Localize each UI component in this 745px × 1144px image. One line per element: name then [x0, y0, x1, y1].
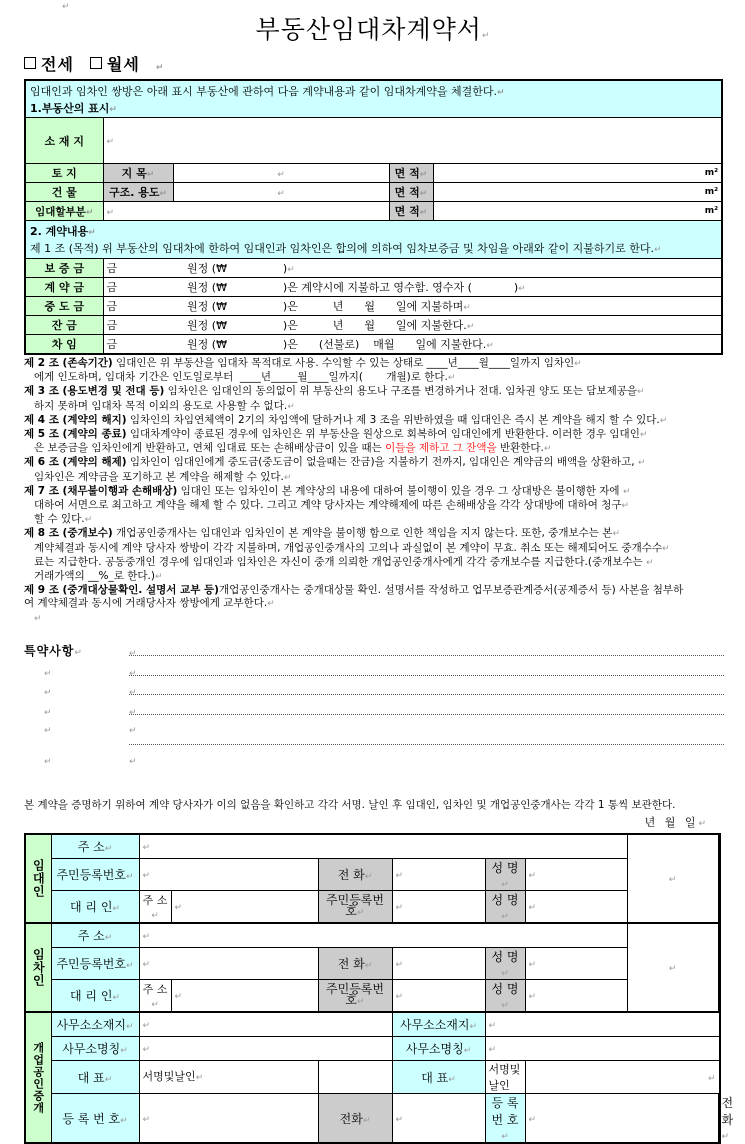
- broker-right-phone-label: 전화 ↵: [718, 1094, 719, 1144]
- lessee-id-pilcrow: [143, 960, 151, 970]
- lessee-agent-id-pilcrow: [396, 992, 404, 1002]
- broker-left-reg-value[interactable]: [139, 1094, 318, 1144]
- a2-p2: [448, 373, 456, 383]
- lessee-agent-row: [25, 980, 720, 1013]
- lessor-phone-lbl-pilcrow: [365, 872, 373, 882]
- a6-p1: [638, 458, 646, 468]
- lessee-agent-name-value[interactable]: [525, 980, 627, 1013]
- rent-part-value-pilcrow: [107, 208, 115, 218]
- sp4-mark-left: [44, 726, 52, 736]
- broker-right-office-name-value[interactable]: [485, 1037, 719, 1061]
- special-terms-dotted-line: [129, 694, 724, 695]
- sp5-mark-left: [44, 757, 52, 767]
- b-l-rep-lbl-pilcrow: [105, 1075, 113, 1085]
- section2-intro-pilcrow: [654, 245, 662, 255]
- lessee-vertical-label: 임차인: [25, 923, 51, 1012]
- b-l-reg-pilcrow: [143, 1115, 151, 1125]
- lessee-phone-label: 전 화 ↵: [318, 948, 392, 980]
- lessee-name-value[interactable]: [525, 948, 627, 980]
- rent-part-pilcrow: [86, 208, 94, 218]
- balance-label: 잔 금: [25, 316, 103, 335]
- lessor-name-value[interactable]: [525, 859, 627, 891]
- downpayment-label: 계 약 금: [25, 278, 103, 297]
- a9-p2: [267, 599, 275, 609]
- lessee-name-label: 성 명 ↵: [485, 948, 525, 980]
- a7-p1: [623, 487, 631, 497]
- rent-value[interactable]: [103, 335, 722, 355]
- lessor-agent-name-value[interactable]: [525, 891, 627, 924]
- rent-part-label: 임대할부분 ↵: [25, 202, 103, 221]
- broker-right-phone-value[interactable]: [719, 1094, 720, 1144]
- rent-pilcrow: [486, 341, 494, 351]
- rent-part-area-unit: m²: [704, 206, 719, 216]
- article-8-line-3: 료는 지급한다. 공동중개인 경우에 임대인과 임차인은 자신이 중개 의뢰한 개업공인중개사에게 각각 중개보수를 지급한다.(중개보수는: [34, 555, 647, 568]
- article-5-line-1: 임대차계약이 종료된 경우에 임차인은 위 부동산을 원상으로 회복하여 임대인에게 반환한다. 이러한 경우 임대인: [126, 428, 640, 441]
- location-pilcrow: [107, 137, 115, 147]
- downpayment-pilcrow: [518, 284, 526, 294]
- lessee-agent-addr-lbl-pilcrow: [151, 1000, 159, 1010]
- lessee-addr-lbl-pilcrow: [105, 933, 113, 943]
- payment-row-balance: [25, 316, 722, 335]
- lessee-id-row: [25, 948, 720, 980]
- payment-row-downpayment: [25, 278, 722, 297]
- lessor-id-label: 주민등록번호 ↵: [51, 859, 139, 891]
- lessee-phone-value[interactable]: [392, 948, 485, 980]
- b-l-name-lbl-pilcrow: [120, 1046, 128, 1056]
- building-sub-pilcrow: [159, 189, 167, 199]
- land-value-pilcrow: [277, 170, 285, 180]
- a3-p2: [287, 402, 295, 412]
- lessee-agent-id-value[interactable]: [392, 980, 485, 1013]
- lessee-agent-name-pilcrow: [529, 992, 537, 1002]
- property-table: [24, 79, 723, 355]
- broker-left-office-location-value[interactable]: [139, 1012, 392, 1037]
- article-6-line-2: 임차인은 계약금을 포기하고 본 계약을 해제할 수 있다.: [34, 470, 284, 483]
- closing-text: 본 계약을 증명하기 위하여 계약 당사자가 이의 없음을 확인하고 각각 서명. 날인 후 임대인, 임차인 및 개업공인중개사는 각각 1 통씩 보관한다.: [24, 799, 676, 812]
- b-r-rep-pilcrow: [708, 1074, 716, 1084]
- article-8-line-4: 거래가액의 __%_로 한다.): [34, 570, 155, 583]
- article-7-cont-2: [24, 513, 724, 527]
- broker-right-reg-label: 등 록 번 호 ↵: [485, 1094, 525, 1144]
- payment-row-rent: [25, 335, 722, 355]
- broker-registration-row: [25, 1094, 720, 1144]
- lessor-id-value[interactable]: [139, 859, 318, 891]
- broker-vertical-label: 개업공인중개: [25, 1012, 51, 1143]
- lessor-agent-id-label: 주민등록번호 ↵: [318, 891, 392, 924]
- building-area-pilcrow: [420, 189, 428, 199]
- building-value-pilcrow: [277, 189, 285, 199]
- broker-left-rep-value[interactable]: [318, 1061, 392, 1094]
- checkbox-row-pilcrow: [156, 63, 165, 73]
- interim-text: 금 원정 (₩ )은 년 월 일에 지불하며: [106, 300, 464, 313]
- interim-pilcrow: [463, 303, 471, 313]
- land-sub-value[interactable]: [173, 164, 389, 183]
- date-pilcrow: [698, 819, 709, 829]
- lessor-name-lbl-pilcrow: [501, 880, 509, 890]
- b-r-ph-lbl-pilcrow: [722, 1132, 730, 1142]
- rent-part-row: [25, 202, 722, 221]
- section2-title: 2. 계약내용: [30, 225, 89, 238]
- articles-trailing-mark: [24, 612, 724, 626]
- lessee-address-label: 주 소 ↵: [51, 923, 139, 948]
- special-terms-dotted-line: [129, 675, 724, 676]
- payment-row-interim: [25, 297, 722, 316]
- lessor-agent-name-label: 성 명 ↵: [485, 891, 525, 924]
- article-4: [24, 414, 724, 428]
- date-line-text: 년 월 일: [644, 816, 699, 830]
- checkbox-wolse-label: 월세: [106, 55, 140, 74]
- sp3-mark-right: [129, 708, 137, 718]
- lessor-id-row: [25, 859, 720, 891]
- land-sub-label: 지 목 ↵: [103, 164, 173, 183]
- article-6-cont: [24, 471, 724, 485]
- article-3: [24, 385, 724, 399]
- location-value[interactable]: [103, 118, 722, 164]
- b-l-reg-lbl-pilcrow: [120, 1116, 128, 1126]
- b-r-reg-pilcrow: [529, 1115, 537, 1125]
- b-l-sign-pilcrow: [196, 1073, 204, 1083]
- lessor-name-pilcrow: [529, 871, 537, 881]
- checkbox-square-icon: [24, 57, 36, 69]
- lessor-agent-addr-pilcrow: [175, 903, 183, 913]
- broker-right-signature-label: 서명및날인: [485, 1061, 525, 1094]
- b-r-name-pilcrow: [489, 1045, 497, 1055]
- a8-p3: [646, 558, 654, 568]
- special-terms-line-1[interactable]: [24, 659, 724, 679]
- article-8-cont-1: [24, 542, 724, 556]
- article-2-head: 제 2 조 (존속기간): [24, 357, 113, 369]
- deposit-text: 금 원정 (₩ ): [106, 262, 288, 275]
- lessee-id-lbl-pilcrow: [126, 961, 134, 971]
- b-r-rep-lbl-pilcrow: [448, 1075, 456, 1085]
- sp-row0-pilcrow: [129, 649, 137, 659]
- land-area-value[interactable]: [433, 164, 722, 183]
- building-sub-value[interactable]: [173, 183, 389, 202]
- broker-office-location-row: [25, 1012, 720, 1037]
- balance-value[interactable]: [103, 316, 722, 335]
- building-label: 건 물: [25, 183, 103, 202]
- lessor-addr-lbl-pilcrow: [105, 844, 113, 854]
- lessee-id-value[interactable]: [139, 948, 318, 980]
- sp-title-pilcrow: [74, 648, 82, 658]
- deposit-label: 보 증 금: [25, 259, 103, 278]
- lessor-agent-name-lbl-pilcrow: [501, 912, 509, 922]
- lessor-stamp-cell[interactable]: [627, 834, 718, 923]
- a8-p4: [155, 572, 163, 582]
- special-terms-dotted-line: [129, 714, 724, 715]
- a7-p3: [85, 515, 93, 525]
- article-7-head: 제 7 조 (채무불이행과 손해배상): [24, 484, 178, 497]
- b-l-ph-lbl-pilcrow: [363, 1116, 371, 1126]
- b-r-name-lbl-pilcrow: [464, 1046, 472, 1056]
- broker-left-phone-label: 전화 ↵: [318, 1094, 392, 1144]
- lessee-stamp-pilcrow: [669, 964, 677, 974]
- interim-label: 중 도 금: [25, 297, 103, 316]
- intro-text: 임대인과 임차인 쌍방은 아래 표시 부동산에 관하여 다음 계약내용과 같이 임대차계약을 체결한다.: [30, 85, 497, 98]
- contract-type-checkboxes: [24, 52, 745, 75]
- deposit-pilcrow: [287, 265, 295, 275]
- article-6-line-1: 임차인이 임대인에게 중도금(중도금이 없을때는 잔금)을 지불하기 전까지, 임대인은 계약금의 배액을 상환하고,: [126, 456, 638, 469]
- broker-right-rep-label: 대 표 ↵: [392, 1061, 485, 1094]
- article-7-cont-1: [24, 499, 724, 513]
- rent-part-value[interactable]: [103, 202, 389, 221]
- lessor-agent-lbl-pilcrow: [112, 904, 120, 914]
- lessee-name-pilcrow: [529, 960, 537, 970]
- a4-p1: [660, 416, 668, 426]
- a8-p2: [662, 544, 670, 554]
- page-title: 부동산임대차계약서: [255, 15, 482, 44]
- lessee-phone-pilcrow: [396, 960, 404, 970]
- lessor-stamp-pilcrow: [669, 875, 677, 885]
- sp2-mark-left: [44, 688, 52, 698]
- sp5-mark-right: [129, 757, 137, 767]
- checkbox-wolse[interactable]: [90, 52, 140, 75]
- a6-p2: [284, 473, 292, 483]
- special-terms-section: [24, 640, 724, 768]
- section1-pilcrow: [109, 105, 117, 115]
- balance-pilcrow: [467, 322, 475, 332]
- article-5-line-2: 은 보증금을 임차인에게 반환하고, 연체 임대료 또는 손해배상금이 있을 때는: [34, 442, 386, 455]
- article-4-line-1: 임차인의 차임연체액이 2기의 차임액에 달하거나 제 3 조을 위반하였을 때 임대인은 즉시 본 계약을 해지 할 수 있다.: [126, 413, 660, 426]
- broker-left-phone-value[interactable]: [392, 1094, 485, 1144]
- section2-pilcrow: [88, 228, 96, 238]
- special-terms-title-row: [24, 640, 724, 660]
- lessee-address-value[interactable]: [139, 923, 627, 948]
- checkbox-jeonse[interactable]: [24, 52, 74, 75]
- article-9-cont: [24, 597, 724, 611]
- article-2-line-2: 에게 인도하며, 임대차 기간은 인도일로부터 ____년_____월____일까지( 개월)로 한다.: [34, 371, 448, 384]
- section1-title: 1.부동산의 표시: [30, 102, 110, 115]
- balance-text: 금 원정 (₩ )은 년 월 일에 지불한다.: [106, 319, 467, 332]
- lessee-agent-address-label: 주 소 ↵: [139, 980, 171, 1013]
- section2-intro: 제 1 조 (목적) 위 부동산의 임대차에 한하여 임대인과 임차인은 합의에 의하여 임차보증금 및 차임을 아래와 같이 지불하기로 한다.: [30, 242, 654, 255]
- lessee-name-lbl-pilcrow: [501, 969, 509, 979]
- special-terms-title: 특약사항: [24, 643, 75, 658]
- rent-part-area-value[interactable]: [433, 202, 722, 221]
- sp1-mark-right: [129, 669, 137, 679]
- downpayment-text: 금 원정 (₩ )은 계약시에 지불하고 영수함. 영수자 ( ): [106, 281, 519, 294]
- date-line[interactable]: [0, 814, 709, 830]
- article-9-head: 제 9 조 (중개대상물확인. 설명서 교부 등): [24, 584, 219, 597]
- lessee-agent-name-lbl-pilcrow: [501, 1001, 509, 1011]
- payment-row-deposit: [25, 259, 722, 278]
- article-8-cont-2: [24, 556, 724, 570]
- b-l-name-pilcrow: [143, 1045, 151, 1055]
- land-label: 토 지: [25, 164, 103, 183]
- special-terms-line-4[interactable]: [24, 718, 724, 748]
- article-2-line-1: 임대인은 위 부동산을 임대차 목적대로 사용. 수익할 수 있는 상태로 ____년____월____일까지 임차인: [112, 357, 575, 369]
- a5-p1: [640, 430, 648, 440]
- lessor-agent-id-pilcrow: [396, 903, 404, 913]
- interim-value[interactable]: [103, 297, 722, 316]
- lessee-agent-label: 대 리 인 ↵: [51, 980, 139, 1013]
- land-area-pilcrow: [420, 170, 428, 180]
- intro-pilcrow: [497, 88, 505, 98]
- b-l-ph-pilcrow: [396, 1115, 404, 1125]
- lessee-agent-address-value[interactable]: [171, 980, 318, 1013]
- article-4-head: 제 4 조 (계약의 해지): [24, 413, 127, 426]
- lessee-agent-id-lbl-pilcrow: [357, 997, 365, 1007]
- building-sub-label: 구조. 용도 ↵: [103, 183, 173, 202]
- sp3-mark-left: [44, 708, 52, 718]
- b-r-loc-pilcrow: [489, 1021, 497, 1031]
- article-2-cont: [24, 371, 724, 385]
- article-7: [24, 485, 724, 499]
- a9-trailing-pilcrow: [34, 614, 42, 624]
- article-3-line-1: 임차인은 임대인의 동의없이 위 부동산의 용도나 구조를 변경하거나 전대. 임차권 양도 또는 담보제공을: [164, 385, 638, 398]
- land-area-unit: m²: [704, 168, 719, 178]
- broker-left-office-name-value[interactable]: [139, 1037, 392, 1061]
- lessor-agent-id-lbl-pilcrow: [357, 908, 365, 918]
- lessor-agent-addr-lbl-pilcrow: [151, 911, 159, 921]
- location-row: [25, 118, 722, 164]
- lessor-agent-id-value[interactable]: [392, 891, 485, 924]
- lessor-address-label: 주 소 ↵: [51, 834, 139, 859]
- lessor-address-value[interactable]: [139, 834, 627, 859]
- land-area-label: 면 적 ↵: [389, 164, 433, 183]
- lessee-agent-lbl-pilcrow: [112, 993, 120, 1003]
- lessor-agent-address-label: 주 소 ↵: [139, 891, 171, 924]
- broker-right-office-name-label: 사무소명칭 ↵: [392, 1037, 485, 1061]
- article-8-line-2: 계약체결과 동시에 계약 당사자 쌍방이 각각 지불하며, 개업공인중개사의 고의나 과실없이 본 계약이 무효. 취소 또는 해제되어도 중개수수: [34, 541, 663, 554]
- lessor-agent-row: [25, 891, 720, 924]
- lessor-id-lbl-pilcrow: [126, 872, 134, 882]
- article-8-cont-3: [24, 570, 724, 584]
- lessee-address-row: [25, 923, 720, 948]
- article-5-red-text: 이들을 제하고 그 잔액을: [385, 442, 497, 455]
- title-area: [0, 0, 745, 46]
- b-r-reg-lbl-pilcrow: [501, 1132, 509, 1142]
- lessor-phone-label: 전 화 ↵: [318, 859, 392, 891]
- article-2: [24, 357, 724, 371]
- broker-left-office-name-label: 사무소명칭 ↵: [51, 1037, 139, 1061]
- title-pilcrow: [482, 31, 490, 41]
- lessee-agent-name-label: 성 명 ↵: [485, 980, 525, 1013]
- article-6: [24, 456, 724, 470]
- broker-right-reg-value[interactable]: [525, 1094, 718, 1144]
- building-area-value[interactable]: [433, 183, 722, 202]
- location-label: 소 재 지: [25, 118, 103, 164]
- building-area-label: 면 적 ↵: [389, 183, 433, 202]
- lessor-agent-label: 대 리 인 ↵: [51, 891, 139, 924]
- lessor-agent-name-pilcrow: [529, 903, 537, 913]
- article-5-tail: 반환한다.: [496, 442, 544, 455]
- deposit-value[interactable]: [103, 259, 722, 278]
- lessor-phone-value[interactable]: [392, 859, 485, 891]
- a7-p2: [622, 501, 630, 511]
- a3-p1: [637, 387, 645, 397]
- article-7-line-1: 임대인 또는 임차인이 본 계약상의 내용에 대하여 불이행이 있을 경우 그 상대방은 불이행한 자에: [177, 484, 623, 497]
- article-6-head: 제 6 조 (계약의 해제): [24, 456, 127, 469]
- b-l-loc-pilcrow: [143, 1021, 151, 1031]
- top-pilcrow: [62, 2, 70, 12]
- rent-text: 금 원정 (₩ )은 (선불로) 매월 일에 지불한다.: [106, 338, 487, 351]
- section2-header-row: [25, 221, 722, 259]
- a2-p1: [574, 359, 582, 369]
- b-r-loc-lbl-pilcrow: [470, 1022, 478, 1032]
- lessee-agent-id-label: 주민등록번호 ↵: [318, 980, 392, 1013]
- article-9: [24, 584, 724, 597]
- checkbox-jeonse-label: 전세: [41, 55, 74, 74]
- article-3-cont: [24, 400, 724, 414]
- broker-left-office-location-label: 사무소소재지 ↵: [51, 1012, 139, 1037]
- special-terms-line-2[interactable]: [24, 679, 724, 699]
- article-3-line-2: 하지 못하며 임대차 목적 이외의 용도로 사용할 수 없다.: [34, 399, 288, 412]
- article-8-line-1: 개업공인중개사는 임대인과 임차인이 본 계약을 불이행 함으로 인한 책임을 지지 않는다. 또한, 중개보수는 본: [112, 527, 613, 540]
- sp1-mark-left: [44, 669, 52, 679]
- downpayment-value[interactable]: [103, 278, 722, 297]
- broker-left-signature-label: 서명및날인 ↵: [139, 1061, 318, 1094]
- closing-statement: [24, 797, 724, 812]
- lessor-name-label: 성 명 ↵: [485, 859, 525, 891]
- lessor-addr-pilcrow: [143, 843, 151, 853]
- signature-table: [24, 833, 734, 1144]
- intro-row: [25, 80, 722, 118]
- article-9-line-2: 여 계약체결과 동시에 거래당사자 쌍방에게 교부한다.: [24, 597, 268, 610]
- special-terms-dotted-line: [129, 744, 724, 745]
- special-terms-line-3[interactable]: [24, 698, 724, 718]
- lessor-agent-address-value[interactable]: [171, 891, 318, 924]
- article-3-head: 제 3 조 (용도변경 및 전대 등): [24, 385, 165, 398]
- building-area-unit: m²: [704, 187, 719, 197]
- articles-section: [24, 357, 724, 626]
- lessor-phone-pilcrow: [396, 871, 404, 881]
- land-sub-pilcrow: [147, 170, 155, 180]
- article-9-line-1: 개업공인중개사는 중개대상물 확인. 설명서를 작성하고 업무보증관계증서(공제증서 등) 사본을 첨부하: [218, 584, 684, 597]
- article-8: [24, 527, 724, 541]
- article-7-line-2: 대하여 서면으로 최고하고 계약을 해제 할 수 있다. 그리고 계약 당사자는 계약해제에 따른 손해배상을 각각 상대방에 대하여 청구: [34, 499, 622, 512]
- sp2-mark-right: [129, 688, 137, 698]
- lessee-phone-lbl-pilcrow: [365, 961, 373, 971]
- rent-part-area-label: 면 적 ↵: [389, 202, 433, 221]
- building-row: [25, 183, 722, 202]
- checkbox-square-icon: [90, 57, 102, 69]
- a8-p1: [612, 529, 620, 539]
- lessor-address-row: [25, 834, 720, 859]
- lessee-agent-addr-pilcrow: [175, 992, 183, 1002]
- lessee-addr-pilcrow: [143, 932, 151, 942]
- broker-right-office-location-value[interactable]: [485, 1012, 719, 1037]
- article-5-cont: [24, 442, 724, 456]
- broker-left-reg-label: 등 록 번 호 ↵: [51, 1094, 139, 1144]
- lessee-id-label: 주민등록번호 ↵: [51, 948, 139, 980]
- article-5-head: 제 5 조 (계약의 종료): [24, 428, 127, 441]
- rent-label: 차 임: [25, 335, 103, 355]
- special-terms-dotted-line: [129, 655, 724, 656]
- rent-part-area-pilcrow: [420, 208, 428, 218]
- a5-p2: [544, 444, 552, 454]
- sp4-mark-right: [129, 726, 137, 736]
- lessor-id-pilcrow: [143, 871, 151, 881]
- article-7-line-3: 할 수 있다.: [34, 513, 85, 526]
- special-terms-line-5[interactable]: [24, 748, 724, 768]
- broker-left-rep-label: 대 표 ↵: [51, 1061, 139, 1094]
- land-row: [25, 164, 722, 183]
- lessee-stamp-cell[interactable]: [627, 923, 718, 1012]
- article-5: [24, 428, 724, 442]
- broker-right-office-location-label: 사무소소재지 ↵: [392, 1012, 485, 1037]
- lessor-vertical-label: 임대인: [25, 834, 51, 923]
- broker-representative-row: [25, 1061, 720, 1094]
- b-r-ph-pilcrow: [723, 1115, 731, 1125]
- b-l-loc-lbl-pilcrow: [126, 1022, 134, 1032]
- article-8-head: 제 8 조 (중개보수): [24, 527, 113, 540]
- broker-office-name-row: [25, 1037, 720, 1061]
- broker-right-rep-value[interactable]: [525, 1061, 719, 1094]
